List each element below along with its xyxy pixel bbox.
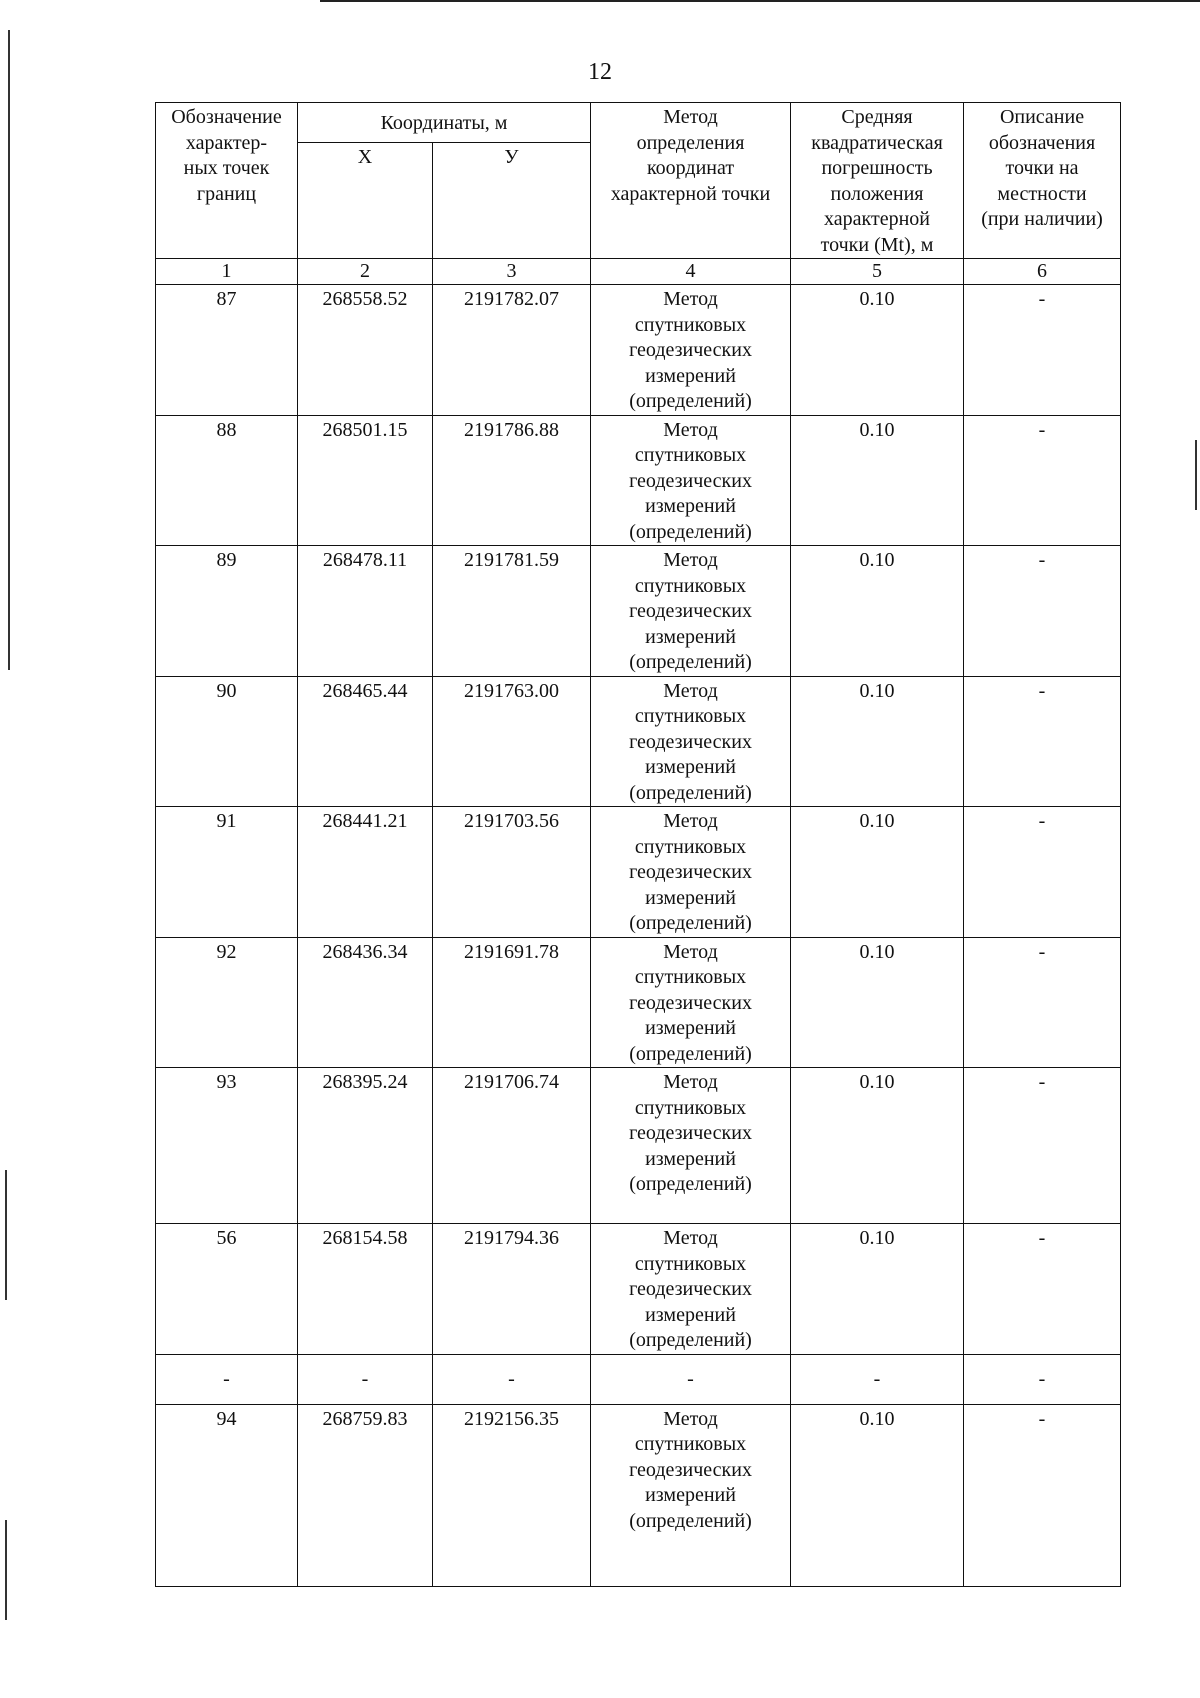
method-line: геодезических (629, 991, 752, 1014)
method-line: (определений) (629, 1329, 752, 1351)
method-line: спутниковых (634, 1433, 747, 1455)
scan-margin-mark (5, 1520, 7, 1620)
method-line: спутниковых (634, 1096, 747, 1119)
scan-margin-mark (1195, 440, 1197, 510)
method-line: Метод (663, 1071, 718, 1093)
scan-margin-mark (8, 30, 10, 670)
method-line: Метод (663, 679, 718, 702)
cell-point: 90 (156, 676, 298, 807)
cell-mt: - (791, 1354, 964, 1404)
cell-method (591, 1354, 791, 1404)
cell-y: 2191706.74 (433, 1068, 591, 1224)
method-line: геодезических (629, 1458, 752, 1481)
method-line: Метод (663, 288, 718, 310)
method-line: (определений) (629, 1042, 752, 1065)
method-line: спутниковых (634, 313, 747, 336)
table-row (156, 1224, 1121, 1355)
method-line: (определений) (629, 781, 752, 804)
header-y: У (433, 143, 591, 259)
header-line: положения (830, 182, 924, 205)
method-line: геодезических (629, 1278, 752, 1300)
header-line: Метод (663, 106, 718, 128)
column-number: 4 (591, 259, 791, 285)
cell-y: 2191782.07 (433, 285, 591, 416)
method-line: (определений) (629, 912, 752, 934)
method-line: геодезических (629, 730, 752, 753)
cell-x: 268154.58 (298, 1224, 433, 1355)
method-line: измерений (645, 886, 736, 909)
header-method (591, 103, 791, 259)
method-line: (определений) (629, 520, 752, 543)
column-number: 1 (156, 259, 298, 285)
cell-x: 268558.52 (298, 285, 433, 416)
cell-y: 2191763.00 (433, 676, 591, 807)
column-number: 6 (964, 259, 1121, 285)
header-x: Х (298, 143, 433, 259)
column-number: 2 (298, 259, 433, 285)
cell-mt: 0.10 (791, 546, 964, 677)
cell-method (591, 807, 791, 938)
cell-mt: 0.10 (791, 1068, 964, 1224)
cell-mt: 0.10 (791, 1404, 964, 1586)
cell-x: - (298, 1354, 433, 1404)
cell-x: 268465.44 (298, 676, 433, 807)
method-line: (определений) (629, 1509, 752, 1532)
cell-y: 2191786.88 (433, 415, 591, 546)
cell-x: 268395.24 (298, 1068, 433, 1224)
cell-y: 2191691.78 (433, 937, 591, 1068)
table-row (156, 937, 1121, 1068)
method-line: Метод (663, 1407, 718, 1430)
cell-mt: 0.10 (791, 285, 964, 416)
cell-x: 268501.15 (298, 415, 433, 546)
method-line: геодезических (629, 861, 752, 883)
header-description (964, 103, 1121, 259)
method-line: (определений) (629, 1173, 752, 1195)
scan-top-edge-line (320, 0, 1200, 2)
header-line: Описание (999, 106, 1085, 128)
method-line: геодезических (629, 469, 752, 492)
cell-x: 268436.34 (298, 937, 433, 1068)
cell-description: - (964, 1068, 1121, 1224)
cell-method (591, 1224, 791, 1355)
cell-point: 91 (156, 807, 298, 938)
cell-method (591, 285, 791, 416)
header-line: ных точек (183, 157, 270, 179)
header-line: границ (196, 182, 257, 205)
header-line: определения (636, 131, 745, 154)
method-line: Метод (663, 549, 718, 571)
cell-y: 2192156.35 (433, 1404, 591, 1586)
cell-mt: 0.10 (791, 1224, 964, 1355)
cell-x: 268441.21 (298, 807, 433, 938)
header-coordinates-group: Координаты, м (298, 103, 591, 143)
cell-method (591, 1068, 791, 1224)
method-line: Метод (663, 418, 718, 441)
method-line: геодезических (629, 339, 752, 361)
header-mean-error (791, 103, 964, 259)
cell-y: 2191781.59 (433, 546, 591, 677)
cell-description: - (964, 1404, 1121, 1586)
cell-method (591, 1404, 791, 1586)
header-line: погрешность (821, 157, 933, 179)
method-line: Метод (663, 1227, 718, 1249)
method-line: Метод (663, 810, 718, 832)
method-line: спутниковых (634, 966, 747, 988)
cell-method (591, 937, 791, 1068)
header-line: характерной точки (610, 182, 771, 205)
method-line: (определений) (629, 390, 752, 412)
cell-x: 268478.11 (298, 546, 433, 677)
cell-point: 92 (156, 937, 298, 1068)
table-row (156, 1404, 1121, 1586)
method-line: Метод (663, 940, 718, 963)
cell-point: 94 (156, 1404, 298, 1586)
method-line: измерений (645, 1147, 736, 1170)
header-line: Обозначение (171, 106, 282, 128)
cell-mt: 0.10 (791, 807, 964, 938)
header-line: местности (997, 182, 1087, 205)
method-line: спутниковых (634, 705, 747, 727)
method-line: спутниковых (634, 574, 747, 597)
table-row (156, 676, 1121, 807)
cell-description: - (964, 546, 1121, 677)
method-line: (определений) (629, 651, 752, 673)
header-point-designation (156, 103, 298, 259)
header-line: обозначения (988, 131, 1096, 154)
table-row (156, 807, 1121, 938)
cell-description: - (964, 1354, 1121, 1404)
table-row (156, 1068, 1121, 1224)
cell-method (591, 415, 791, 546)
header-line: координат (646, 157, 735, 179)
table-row (156, 546, 1121, 677)
method-line: измерений (645, 625, 736, 648)
header-line: Средняя (841, 106, 913, 128)
cell-mt: 0.10 (791, 415, 964, 546)
cell-y: - (433, 1354, 591, 1404)
method-line: спутниковых (634, 444, 747, 466)
cell-method (591, 546, 791, 677)
column-number: 5 (791, 259, 964, 285)
table-body (156, 285, 1121, 1587)
cell-point: - (156, 1354, 298, 1404)
cell-description: - (964, 1224, 1121, 1355)
cell-description: - (964, 285, 1121, 416)
table-row (156, 1354, 1121, 1404)
cell-mt: 0.10 (791, 937, 964, 1068)
cell-y: 2191703.56 (433, 807, 591, 938)
scan-margin-mark (5, 1170, 7, 1300)
cell-mt: 0.10 (791, 676, 964, 807)
header-line: точки (Mt), м (820, 233, 934, 256)
method-line: геодезических (629, 600, 752, 622)
method-line: измерений (645, 364, 736, 387)
table-row (156, 285, 1121, 416)
method-line: геодезических (629, 1122, 752, 1144)
table-row (156, 415, 1121, 546)
cell-description: - (964, 676, 1121, 807)
column-number: 3 (433, 259, 591, 285)
method-line: измерений (645, 495, 736, 517)
cell-description: - (964, 937, 1121, 1068)
method-line: измерений (645, 1017, 736, 1039)
cell-point: 88 (156, 415, 298, 546)
header-line: характер- (185, 131, 268, 154)
method-line: измерений (645, 756, 736, 778)
cell-y: 2191794.36 (433, 1224, 591, 1355)
cell-point: 93 (156, 1068, 298, 1224)
page-number: 12 (588, 59, 612, 85)
coordinates-table (155, 102, 1121, 1587)
cell-method (591, 676, 791, 807)
header-line: точки на (1005, 157, 1079, 179)
method-line: спутниковых (634, 835, 747, 858)
cell-description: - (964, 807, 1121, 938)
cell-point: 89 (156, 546, 298, 677)
cell-description: - (964, 415, 1121, 546)
header-line: (при наличии) (981, 208, 1103, 230)
header-line: квадратическая (811, 131, 943, 154)
cell-point: 56 (156, 1224, 298, 1355)
method-line: измерений (645, 1303, 736, 1326)
method-line: спутниковых (634, 1252, 747, 1275)
cell-x: 268759.83 (298, 1404, 433, 1586)
method-line: измерений (645, 1484, 736, 1506)
cell-point: 87 (156, 285, 298, 416)
method-line: - (687, 1368, 694, 1391)
header-line: характерной (824, 208, 930, 230)
